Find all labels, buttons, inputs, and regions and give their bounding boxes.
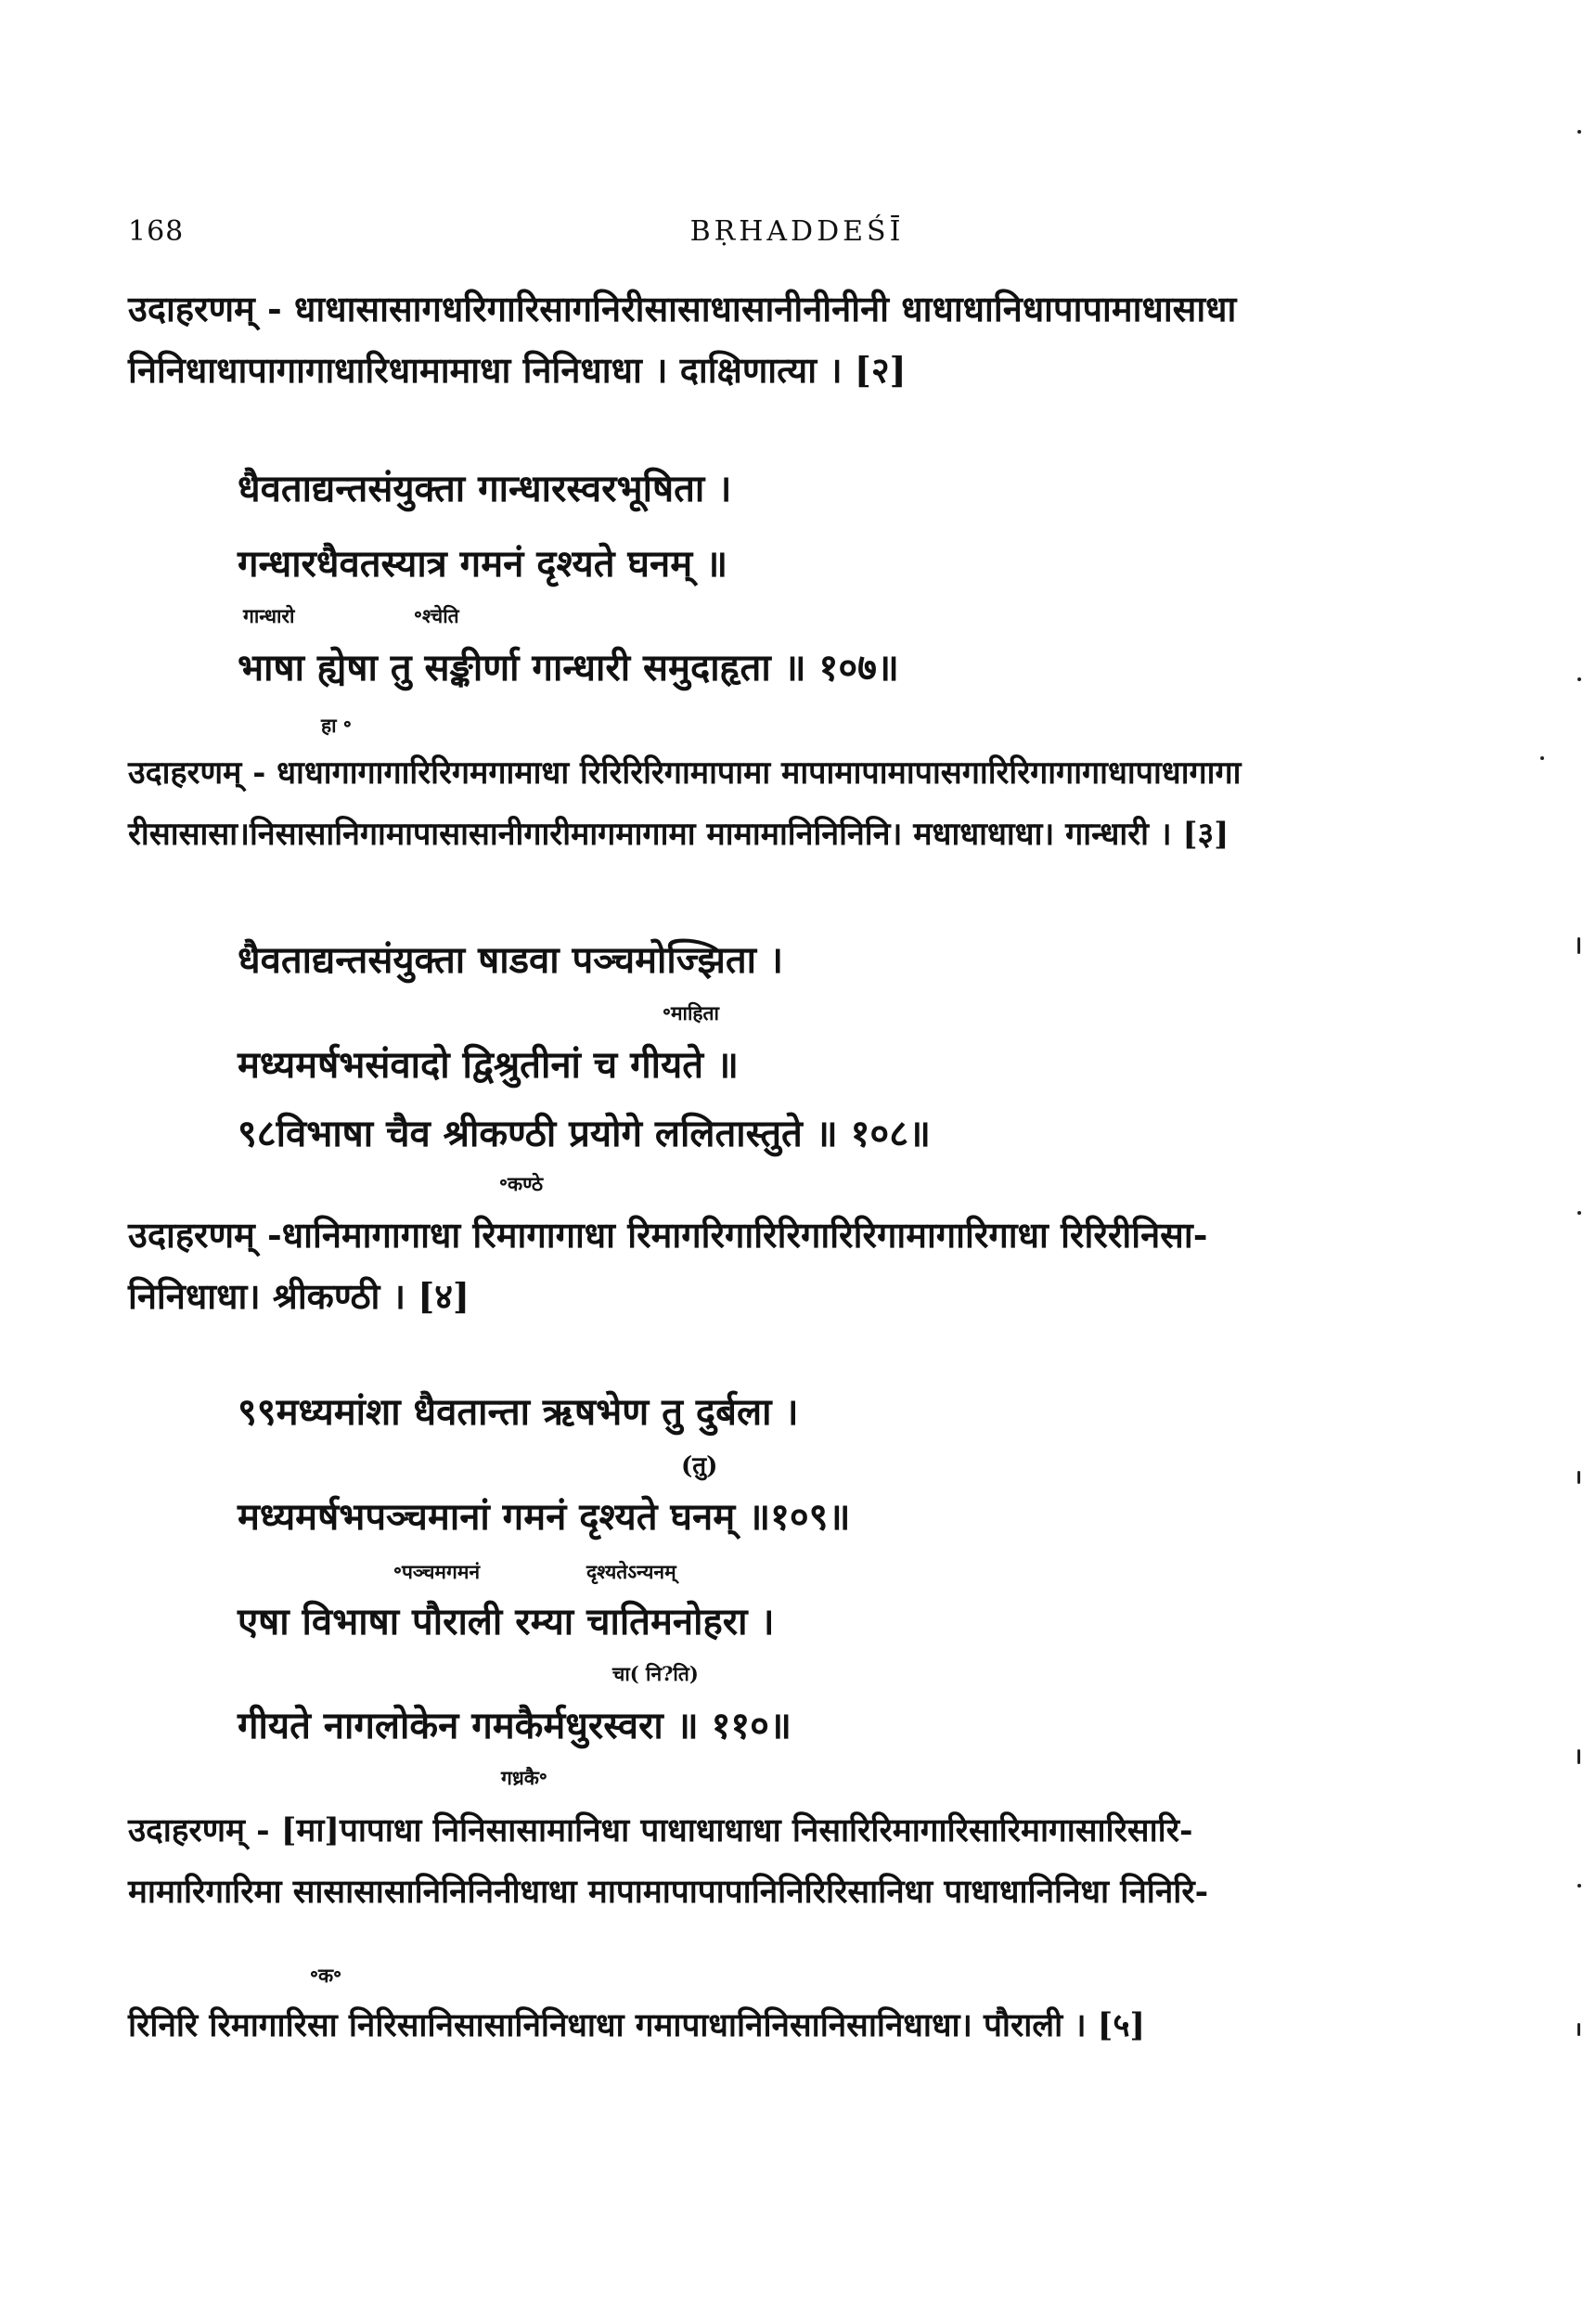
udaharana-3-line-2: रीसासासा।निसासानिगामापासासानीगारीमागमागामा मामामानिनिनिनि। मधाधाधाधा। गान्धारी । [३] (128, 816, 1229, 853)
variant-note: गान्धारो (243, 604, 295, 627)
scan-speck (1577, 937, 1580, 954)
variant-note: ॰क॰ (310, 1964, 342, 1987)
udaharana-4-line-1: उदाहरणम् -धानिमागागाधा रिमागागाधा रिमागरिगारिरिगारिरिगामागारिगाधा रिरिरीनिसा- (128, 1214, 1208, 1256)
verse-110-line-2: गीयते नागलोकेन गमकैर्मधुरस्वरा ॥ ११०॥ (238, 1704, 792, 1747)
variant-note: (तु) (681, 1452, 718, 1480)
verse-108-line-3: ९८विभाषा चैव श्रीकण्ठी प्रयोगे ललितास्तुते ॥ १०८॥ (238, 1112, 931, 1155)
variant-note: ॰श्चेति (414, 604, 459, 627)
scan-speck (1577, 677, 1581, 681)
verse-109-line-2: मध्यमर्षभपञ्चमानां गमनं दृश्यते घनम् ॥१०९॥ (238, 1495, 851, 1539)
verse-109-line-1: ९९मध्यमांशा धैवतान्ता ऋषभेण तु दुर्बला । (238, 1390, 799, 1434)
variant-note: ॰पञ्चमगमनं (393, 1560, 481, 1583)
page-number: 168 (128, 215, 185, 248)
udaharana-2-line-2: निनिधाधापागागाधारिधामामाधा निनिधाधा । दाक्षिणात्या । [२] (128, 349, 907, 391)
variant-note: गध्रकै॰ (501, 1766, 547, 1789)
udaharana-4 (128, 1205, 1464, 1327)
scan-speck (1577, 1471, 1580, 1484)
udaharana-2 (128, 278, 1464, 401)
udaharana-5-line-3: रिनिरि रिमागारिसा निरिसानिसासानिनिधाधा गमापाधानिनिसानिसानिधाधा। पौराली । [५] (128, 2006, 1146, 2044)
udaharana-3 (128, 742, 1464, 865)
scan-speck (1577, 1211, 1581, 1215)
verse-107-line-2: गन्धारधैवतस्यात्र गमनं दृश्यते घनम् ॥ (238, 542, 728, 586)
udaharana-5-cont (128, 1995, 1464, 2056)
udaharana-4-line-2: निनिधाधा। श्रीकण्ठी । [४] (128, 1275, 470, 1317)
variant-note: ॰माहिता (663, 1001, 719, 1025)
verse-110-line-1: एषा विभाषा पौराली रम्या चातिमनोहरा । (238, 1600, 775, 1643)
page-header (128, 215, 1466, 252)
udaharana-5-line-2: मामारिगारिमा सासासासानिनिनिनीधाधा मापामापापापानिनिरिरिसानिधा पाधाधानिनिधा निनिरि- (128, 1873, 1209, 1911)
running-title: BṚHADDEŚĪ (689, 215, 905, 248)
variant-note: हा ॰ (321, 714, 352, 737)
udaharana-5 (128, 1800, 1464, 1923)
udaharana-5-line-1: उदाहरणम् - [मा]पापाधा निनिसासामानिधा पाधाधाधाधा निसारिरिमागारिसारिमागासारिसारि- (128, 1811, 1193, 1849)
scan-speck (1577, 1884, 1581, 1888)
scan-speck (1577, 2023, 1580, 2036)
verse-108-line-1: धैवताद्यन्तसंयुक्ता षाडवा पञ्चमोज्झिता । (238, 938, 784, 982)
variant-note: ॰कण्ठे (499, 1172, 544, 1195)
scan-speck (1577, 130, 1581, 134)
verse-107-line-1: धैवताद्यन्तसंयुक्ता गान्धारस्वरभूषिता । (238, 467, 732, 510)
variant-note: दृश्यतेऽन्यनम् (586, 1560, 676, 1583)
scan-speck (1540, 756, 1544, 760)
verse-108-line-2: मध्यमर्षभसंवादो द्विश्रुतीनां च गीयते ॥ (238, 1043, 739, 1087)
verse-107-line-3: भाषा ह्येषा तु सङ्कीर्णा गान्धारी समुदाहृता ॥ १०७॥ (238, 646, 899, 690)
udaharana-2-line-1: उदाहरणम् - धाधासासागधरिगारिसागनिरीसासाधासानीनीनीनी धाधाधानिधापापामाधासाधा (128, 288, 1237, 329)
scan-speck (1577, 1749, 1580, 1764)
udaharana-3-line-1: उदाहरणम् - धाधागागागारिरिगमगामाधा रिरिरिरिगामापामा मापामापामापासगारिरिगागागाधापाधागागा (128, 754, 1242, 792)
variant-note: चा( नि?ति) (612, 1662, 699, 1685)
